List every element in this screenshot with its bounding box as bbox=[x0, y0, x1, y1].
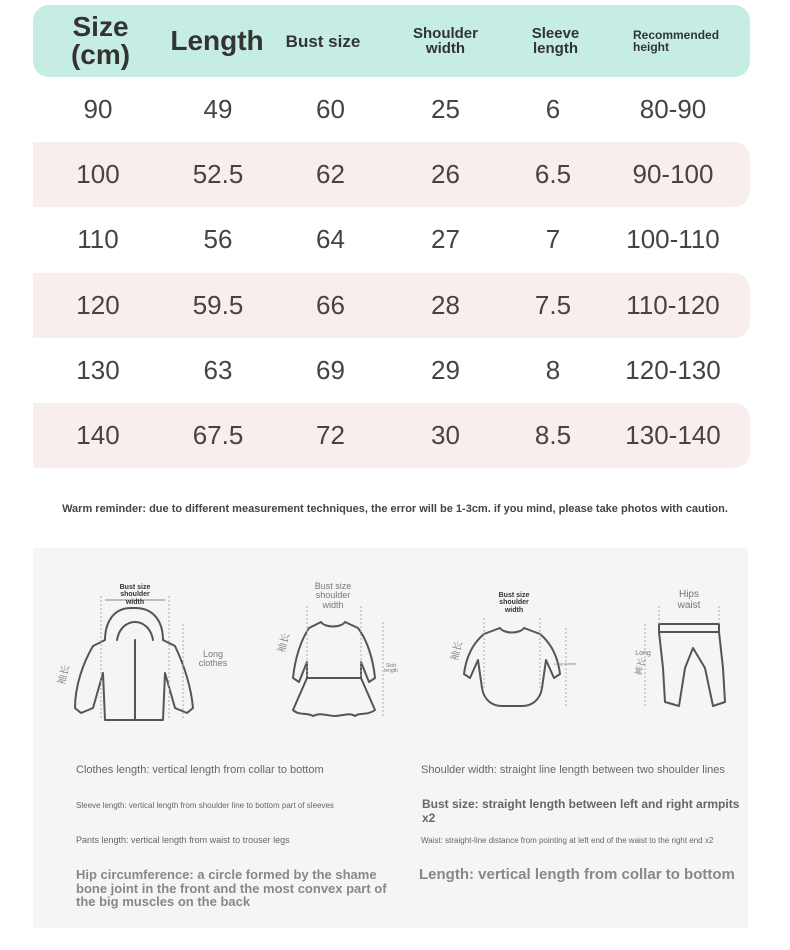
table-cell: 8 bbox=[545, 354, 561, 385]
romper-sleeve-label: 袖长 bbox=[449, 639, 466, 663]
table-row bbox=[33, 142, 750, 207]
pants-top-label: Hips waist bbox=[677, 589, 701, 611]
note-hip-circumference: Hip circumference: a circle formed by the shame bone joint in the front and the most convex part of the big muscles on the back bbox=[76, 867, 387, 910]
table-row bbox=[33, 338, 750, 403]
table-cell: 130-140 bbox=[625, 420, 721, 451]
table-cell: 67.5 bbox=[192, 420, 244, 451]
table-cell: 25 bbox=[431, 94, 460, 125]
table-cell: 120 bbox=[76, 289, 120, 320]
header-sleeve-length: Sleeve length bbox=[531, 25, 580, 57]
table-cell: 49 bbox=[203, 94, 233, 125]
table-cell: 56 bbox=[203, 224, 233, 255]
table-cell: 100-110 bbox=[626, 224, 720, 255]
table-cell: 90 bbox=[83, 94, 113, 125]
table-cell: 6.5 bbox=[534, 159, 572, 190]
table-cell: 80-90 bbox=[639, 94, 707, 125]
size-table bbox=[33, 5, 750, 468]
table-cell: 60 bbox=[316, 94, 345, 125]
measurement-guide-panel bbox=[33, 548, 748, 928]
table-cell: 62 bbox=[316, 159, 345, 190]
header-size: Size (cm) bbox=[70, 11, 131, 70]
dress-side-label: Skirt length bbox=[384, 663, 398, 675]
note-sleeve-length: Sleeve length: vertical length from shoulder line to bottom part of sleeves bbox=[76, 801, 334, 810]
pants-diagram bbox=[623, 588, 733, 718]
note-pants-length: Pants length: vertical length from waist to trouser legs bbox=[76, 835, 290, 845]
note-waist: Waist: straight-line distance from pointing at left end of the waist to the right end x2 bbox=[421, 836, 714, 845]
romper-side-label: Long clothes bbox=[553, 661, 577, 666]
header-shoulder-width: Shoulder width bbox=[412, 25, 478, 57]
note-length: Length: vertical length from collar to bottom bbox=[419, 866, 735, 883]
header-bust-size: Bust size bbox=[285, 31, 361, 51]
table-row bbox=[33, 273, 750, 338]
table-cell: 64 bbox=[316, 224, 345, 255]
table-cell: 69 bbox=[316, 354, 345, 385]
note-shoulder-width: Shoulder width: straight line length between two shoulder lines bbox=[421, 764, 725, 776]
dress-sleeve-label: 袖长 bbox=[276, 631, 293, 655]
table-cell: 27 bbox=[431, 224, 460, 255]
table-cell: 72 bbox=[316, 420, 345, 451]
table-cell: 8.5 bbox=[534, 420, 572, 451]
table-cell: 6 bbox=[545, 94, 561, 125]
table-cell: 59.5 bbox=[192, 289, 244, 320]
table-cell: 30 bbox=[431, 420, 460, 451]
note-clothes-length: Clothes length: vertical length from collar to bottom bbox=[76, 764, 324, 776]
pants-length-label: 裤长 bbox=[633, 656, 648, 677]
jacket-side-label: Long clothes bbox=[198, 649, 228, 669]
romper-top-label: Bust size shoulder width bbox=[498, 592, 530, 614]
table-cell: 63 bbox=[203, 354, 233, 385]
table-header bbox=[33, 5, 750, 77]
table-cell: 120-130 bbox=[625, 354, 721, 385]
table-cell: 110 bbox=[77, 224, 119, 255]
table-cell: 29 bbox=[431, 354, 460, 385]
pants-side-label: Long bbox=[635, 650, 651, 657]
note-bust-size: Bust size: straight length between left and right armpits x2 bbox=[422, 797, 740, 825]
table-cell: 52.5 bbox=[192, 159, 244, 190]
romper-diagram bbox=[438, 588, 588, 718]
dress-diagram bbox=[263, 578, 403, 728]
dress-top-label: Bust size shoulder width bbox=[314, 581, 352, 610]
table-cell: 140 bbox=[76, 420, 120, 451]
table-cell: 7 bbox=[545, 224, 561, 255]
header-length: Length bbox=[170, 25, 264, 56]
header-recommended-height: Recommended height bbox=[633, 28, 720, 54]
jacket-top-label: Bust size shoulder width bbox=[119, 584, 151, 606]
table-row bbox=[33, 207, 750, 272]
table-cell: 26 bbox=[431, 159, 460, 190]
warm-reminder: Warm reminder: due to different measurement techniques, the error will be 1-3cm. if you mind, please take photos with caution. bbox=[62, 503, 728, 515]
table-row bbox=[33, 403, 750, 468]
table-cell: 130 bbox=[76, 354, 120, 385]
table-cell: 110-120 bbox=[626, 289, 720, 320]
table-cell: 90-100 bbox=[632, 159, 714, 190]
hoodie-jacket-diagram bbox=[53, 568, 228, 728]
table-cell: 100 bbox=[76, 159, 120, 190]
table-cell: 28 bbox=[431, 289, 460, 320]
table-cell: 7.5 bbox=[534, 289, 572, 320]
table-row bbox=[33, 77, 750, 142]
jacket-sleeve-label: 袖长 bbox=[56, 663, 73, 687]
table-cell: 66 bbox=[316, 289, 345, 320]
